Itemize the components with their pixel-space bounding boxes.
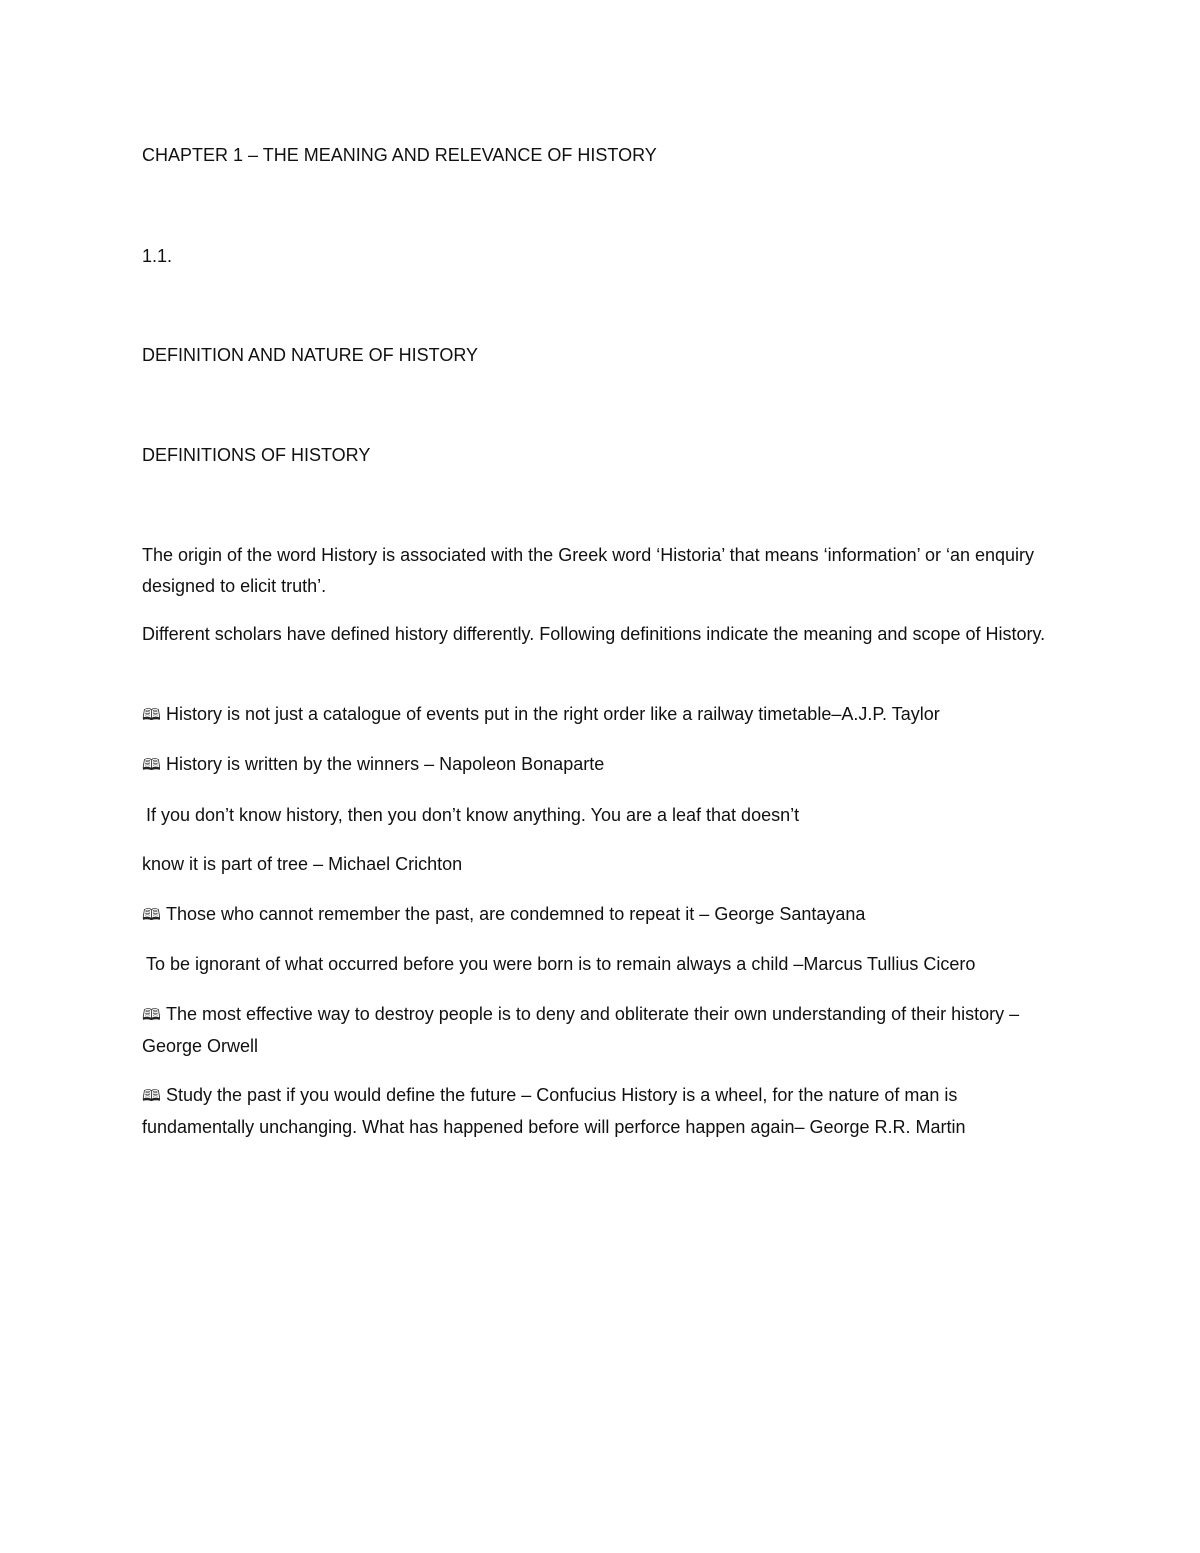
quote-text: History is written by the winners – Napoleon Bonaparte [166,754,605,774]
quote-orwell [142,999,1047,1062]
quote-crichton-line-1: If you don’t know history, then you don’t know anything. You are a leaf that doesn’t [146,805,800,825]
book-reader-icon: 🕮 [142,707,161,724]
book-reader-icon: 🕮 [142,1088,161,1105]
section-title: DEFINITION AND NATURE OF HISTORY [142,345,479,365]
subsection-title: DEFINITIONS OF HISTORY [142,445,371,465]
quote-crichton-line-2: know it is part of tree – Michael Crichton [142,854,463,874]
book-reader-icon: 🕮 [142,907,161,924]
quote-taylor [142,699,1062,731]
quote-bonaparte [142,749,1062,781]
paragraph-origin: The origin of the word History is associated with the Greek word ‘Historia’ that means ‘information’ or ‘an enquiry designed to elicit truth’. [142,545,1035,596]
paragraph-definitions-intro: Different scholars have defined history differently. Following definitions indicate the meaning and scope of History. [142,624,1046,644]
quote-text: The most effective way to destroy people is to deny and obliterate their own understanding of their history – George Orwell [142,1004,1020,1056]
quote-confucius-martin [142,1080,1057,1143]
section-number: 1.1. [142,246,173,266]
quote-text: Those who cannot remember the past, are condemned to repeat it – George Santayana [166,904,866,924]
quote-santayana [142,899,1062,931]
book-reader-icon: 🕮 [142,1007,161,1024]
quote-text: History is not just a catalogue of events put in the right order like a railway timetable–A.J.P. Taylor [166,704,940,724]
quote-cicero: To be ignorant of what occurred before you were born is to remain always a child –Marcus Tullius Cicero [146,954,976,974]
chapter-title: CHAPTER 1 – THE MEANING AND RELEVANCE OF HISTORY [142,145,657,165]
quote-text: Study the past if you would define the future – Confucius History is a wheel, for the nature of man is fundamentally unchanging. What has happened before will perforce happen again– George R.R. Martin [142,1085,966,1137]
book-reader-icon: 🕮 [142,757,161,774]
